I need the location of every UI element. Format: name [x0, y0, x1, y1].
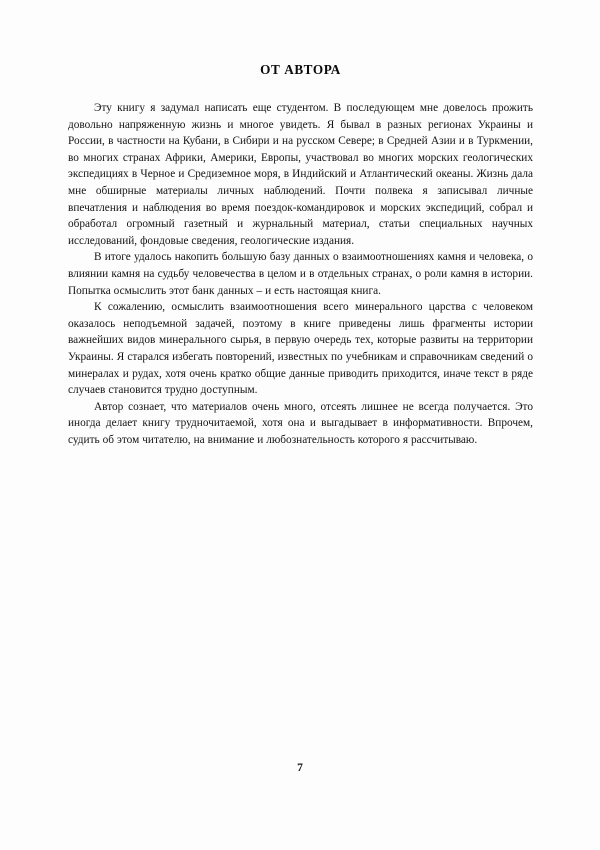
page-title: ОТ АВТОРА — [260, 62, 341, 77]
page-number: 7 — [297, 762, 303, 774]
body-paragraph-3: К сожалению, осмыслить взаимоотношения всего минерального царства с человеком оказалось неподъемной задачей, поэтому в книге приведены лишь фрагменты истории важнейших видов минерального сырья, в первую очередь тех, которые развиты на территории Украины. Я старался избегать повторений, известных по учебникам и справочникам сведений о минералах и рудах, хотя очень кратко общие данные приводить приходится, иначе текст в ряде случаев становится трудно доступным. — [68, 301, 533, 397]
body-paragraph-4: Автор сознает, что материалов очень много, отсеять лишнее не всегда получается. Это иногда делает книгу трудночитаемой, хотя она и выгадывает в информативности. Впрочем, судить об этом читателю, на внимание и любознательность которого я рассчитываю. — [68, 400, 533, 446]
text-column — [68, 62, 533, 448]
body-paragraph-2: В итоге удалось накопить большую базу данных о взаимоотношениях камня и человека, о влиянии камня на судьбу человечества в целом и в отдельных странах, о роли камня в истории. Попытка осмыслить этот банк данных – и есть настоящая книга. — [68, 251, 533, 297]
body-paragraph-1: Эту книгу я задумал написать еще студентом. В последующем мне довелось прожить довольно напряженную жизнь и многое увидеть. Я бывал в разных регионах Украины и России, в частности на Кубани, в Сибири и на русском Севере; в Средней Азии и в Туркмении, во многих странах Африки, Америки, Европы, участвовал во многих морских геологических экспедициях в Черное и Средиземное моря, в Индийский и Атлантический океаны. Жизнь дала мне обширные материалы личных наблюдений. Почти полвека я записывал личные впечатления и наблюдения во время поездок-командировок и морских экспедиций, собрал и обработал огромный газетный и журнальный материал, статьи специальных научных исследований, фондовые сведения, геологические издания. — [68, 102, 533, 247]
